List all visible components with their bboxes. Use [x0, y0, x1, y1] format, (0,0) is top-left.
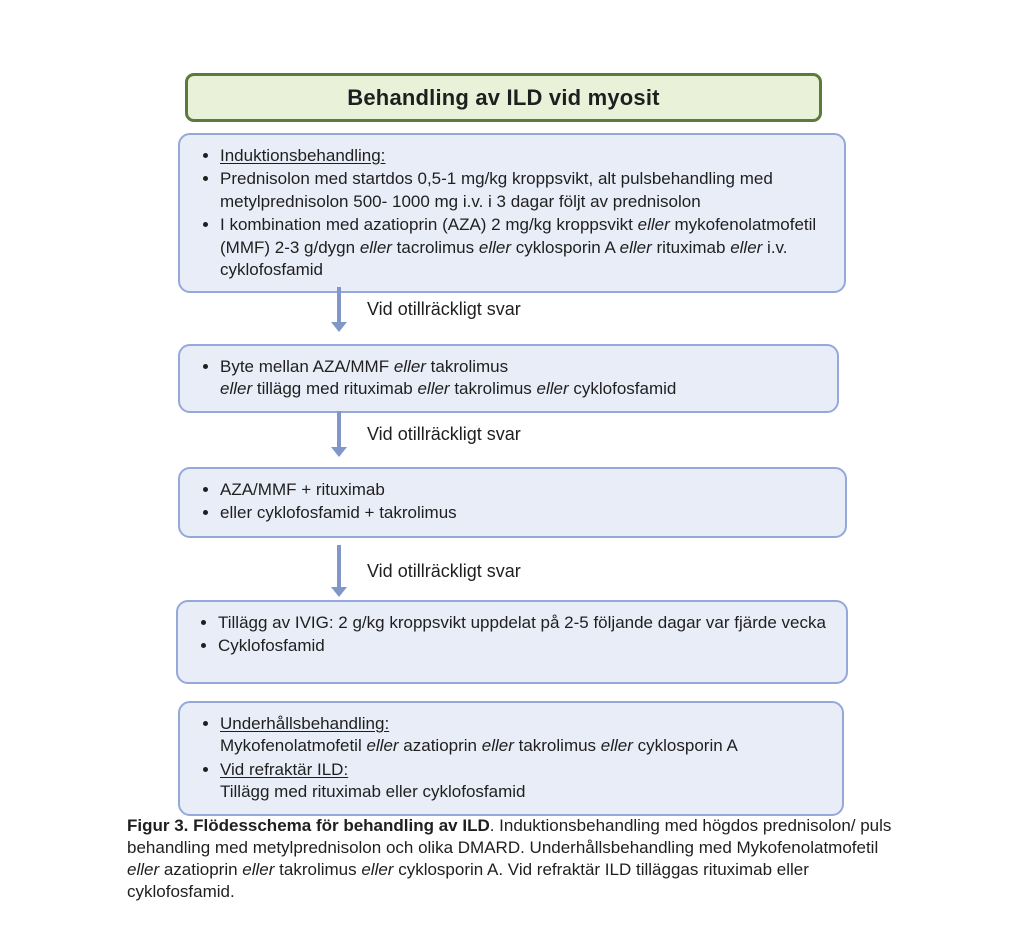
bullet-list: [192, 145, 828, 281]
text-run: Tillägg av IVIG: 2 g/kg kroppsvikt uppdelat på 2-5 följande dagar var fjärde vecka: [218, 613, 826, 632]
text-run: tillägg med rituximab: [252, 379, 418, 399]
text-run: i.v. cyklofosfamid: [220, 237, 788, 280]
text-run: eller: [220, 379, 253, 399]
bullet-item: [220, 356, 821, 401]
text-run: takrolimus: [449, 379, 537, 399]
box-switch: [178, 344, 839, 413]
bullet-list: [190, 612, 830, 658]
bullet-list: [192, 356, 821, 401]
text-run: Prednisolon med startdos 0,5-1 mg/kg kroppsvikt, alt pulsbehandling med metylprednisolon 500- 1000 mg i.v. i 3 dagar följt av prednisolon: [220, 169, 773, 211]
bullet-item: [218, 612, 830, 634]
text-run: eller: [619, 237, 652, 257]
flowchart-title: Behandling av ILD vid myosit: [347, 84, 660, 110]
bullet-item: [220, 713, 826, 758]
text-run: Induktionsbehandling:: [220, 146, 386, 165]
text-run: Byte mellan AZA/MMF: [220, 357, 394, 376]
text-run: eller: [393, 357, 426, 376]
text-run: AZA/MMF + rituximab: [220, 480, 385, 499]
text-run: eller: [536, 379, 569, 399]
text-run: . Induktionsbehandling med högdos prednisolon/ puls behandling med metylprednisolon och olika DMARD. Underhållsbehandling med Mykofenolatmofetil: [127, 816, 892, 857]
arrow-row-2: [331, 411, 521, 457]
text-run: takrolimus: [274, 860, 362, 879]
bullet-item: [220, 759, 826, 804]
text-run: azatioprin: [159, 860, 243, 879]
bullet-item: [220, 214, 828, 281]
box-maintenance: [178, 701, 844, 816]
text-run: eller: [417, 379, 450, 399]
box-combination: [178, 467, 847, 538]
text-run: Vid refraktär ILD:: [220, 759, 349, 779]
text-run: eller: [478, 237, 511, 257]
figure-caption: [127, 815, 909, 903]
text-run: azatioprin: [398, 736, 482, 756]
bullet-item: [220, 168, 828, 213]
text-run: Tillägg med rituximab eller cyklofosfamid: [220, 782, 526, 802]
arrow-label: Vid otillräckligt svar: [367, 299, 521, 319]
box-ivig: [176, 600, 848, 684]
text-run: eller: [361, 860, 394, 879]
text-run: I kombination med azatioprin (AZA) 2 mg/kg kroppsvikt: [220, 215, 638, 235]
bullet-item: [220, 502, 829, 524]
text-run: eller: [242, 860, 275, 879]
text-run: Cyklofosfamid: [218, 636, 325, 656]
text-run: tacrolimus: [391, 237, 479, 257]
bullet-list: [192, 713, 826, 804]
title-box: [185, 73, 822, 122]
text-run: eller: [637, 215, 670, 235]
arrow-label: Vid otillräckligt svar: [367, 423, 521, 444]
text-run: cyklosporin A: [632, 736, 738, 756]
text-run: mykofenolatmofetil (MMF) 2-3 g/dygn: [220, 215, 817, 257]
text-run: eller: [359, 237, 392, 257]
text-run: eller cyklofosfamid + takrolimus: [220, 503, 457, 523]
arrow-row-3: [331, 545, 521, 597]
box-induction: [178, 133, 846, 293]
text-run: rituximab: [651, 237, 731, 257]
text-run: Figur 3. Flödesschema för behandling av ILD: [127, 816, 490, 835]
text-run: eller: [730, 237, 763, 257]
arrow-label: Vid otillräckligt svar: [367, 560, 521, 581]
text-run: takrolimus: [513, 736, 601, 756]
text-run: eller: [127, 860, 160, 879]
text-run: cyklosporin A: [510, 237, 620, 257]
down-arrow-icon: [331, 411, 347, 457]
bullet-list: [192, 479, 829, 525]
text-run: eller: [366, 736, 399, 756]
down-arrow-icon: [331, 287, 347, 332]
text-run: cyklosporin A. Vid refraktär ILD tilläggas rituximab eller cyklofosfamid.: [127, 860, 809, 901]
text-run: Underhållsbehandling:: [220, 714, 390, 733]
bullet-item: [218, 635, 830, 657]
text-run: eller: [481, 736, 514, 756]
down-arrow-icon: [331, 545, 347, 597]
text-run: Mykofenolatmofetil: [220, 736, 367, 756]
bullet-item: [220, 145, 828, 167]
bullet-item: [220, 479, 829, 501]
arrow-row-1: [331, 287, 521, 332]
text-run: eller: [600, 736, 633, 756]
text-run: takrolimus: [425, 357, 509, 376]
text-run: cyklofosfamid: [568, 379, 677, 399]
